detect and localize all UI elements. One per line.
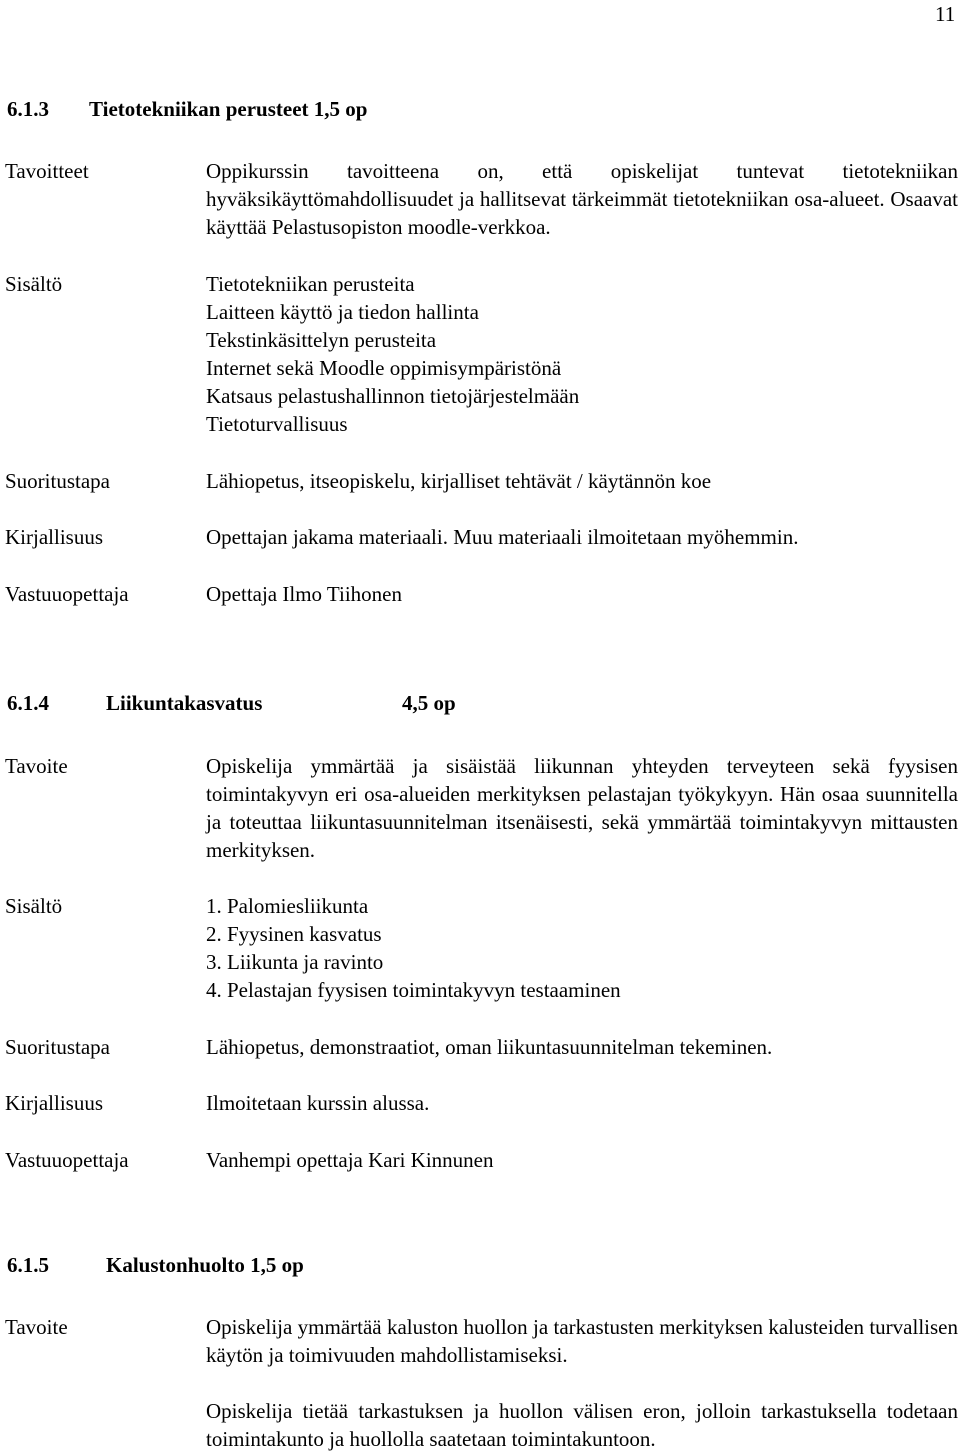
row-text: Opiskelija ymmärtää ja sisäistää liikunnan yhteyden terveyteen sekä fyysisen toimintakyvyn eri osa-alueiden merkityksen pelastajan työkykyyn. Hän osaa suunnitella ja toteuttaa liikuntasuunnitelman itsenäisesti, sekä ymmärtää toimintakyvyn mittausten merkityksen. xyxy=(206,754,958,862)
row-label: Sisältö xyxy=(5,894,63,918)
row-label: Tavoitteet xyxy=(5,159,89,183)
list-item: Tietotekniikan perusteita xyxy=(206,272,415,296)
list-item: 1. Palomiesliikunta xyxy=(206,894,369,918)
row-label: Tavoite xyxy=(5,754,68,778)
row-text: Lähiopetus, demonstraatiot, oman liikuntasuunnitelman tekeminen. xyxy=(206,1035,773,1059)
row-text: Opettaja Ilmo Tiihonen xyxy=(206,582,402,606)
section-title: Liikuntakasvatus xyxy=(106,691,263,715)
row-label: Vastuuopettaja xyxy=(5,582,129,606)
content-list xyxy=(206,270,958,438)
row-text-2: Opiskelija tietää tarkastuksen ja huollon välisen eron, jolloin tarkastuksella todetaan toimintakunto ja huollolla saatetaan toimintakuntoon. xyxy=(206,1399,958,1451)
row-text: Ilmoitetaan kurssin alussa. xyxy=(206,1091,430,1115)
section-heading-6-1-4 xyxy=(7,689,456,717)
list-item: Katsaus pelastushallinnon tietojärjestelmään xyxy=(206,384,580,408)
content-list xyxy=(206,892,958,1004)
row-text: Vanhempi opettaja Kari Kinnunen xyxy=(206,1148,494,1172)
section-title: Kalustonhuolto 1,5 op xyxy=(106,1253,304,1277)
section-number: 6.1.4 xyxy=(7,691,49,715)
row-label: Tavoite xyxy=(5,1315,68,1339)
section-credits: 4,5 op xyxy=(402,691,456,715)
row-label: Sisältö xyxy=(5,272,63,296)
list-item: 2. Fyysinen kasvatus xyxy=(206,922,382,946)
section-number: 6.1.3 xyxy=(7,97,49,121)
section-title: Tietotekniikan perusteet 1,5 op xyxy=(89,97,368,121)
row-label: Kirjallisuus xyxy=(5,1091,103,1115)
section-heading-6-1-3 xyxy=(7,95,367,123)
page-number: 11 xyxy=(935,2,956,26)
row-text: Opettajan jakama materiaali. Muu materiaali ilmoitetaan myöhemmin. xyxy=(206,525,799,549)
section-heading-6-1-5 xyxy=(7,1251,304,1279)
row-text: Opiskelija ymmärtää kaluston huollon ja tarkastusten merkityksen kalusteiden turvallisen käytön ja toimivuuden mahdollistamiseksi. xyxy=(206,1315,958,1367)
row-label: Suoritustapa xyxy=(5,469,110,493)
list-item: Tietoturvallisuus xyxy=(206,412,348,436)
list-item: Laitteen käyttö ja tiedon hallinta xyxy=(206,300,479,324)
row-text: Oppikurssin tavoitteena on, että opiskelijat tuntevat tietotekniikan hyväksikäyttömahdollisuudet ja hallitsevat tärkeimmät tietotekniikan osa-alueet. Osaavat käyttää Pelastusopiston moodle-verkkoa. xyxy=(206,159,958,239)
row-label: Suoritustapa xyxy=(5,1035,110,1059)
list-item: Tekstinkäsittelyn perusteita xyxy=(206,328,437,352)
list-item: 4. Pelastajan fyysisen toimintakyvyn testaaminen xyxy=(206,978,621,1002)
row-text: Lähiopetus, itseopiskelu, kirjalliset tehtävät / käytännön koe xyxy=(206,469,712,493)
list-item: Internet sekä Moodle oppimisympäristönä xyxy=(206,356,562,380)
row-label: Vastuuopettaja xyxy=(5,1148,129,1172)
row-label: Kirjallisuus xyxy=(5,525,103,549)
section-number: 6.1.5 xyxy=(7,1253,49,1277)
row-content xyxy=(206,1313,958,1453)
list-item: 3. Liikunta ja ravinto xyxy=(206,950,384,974)
